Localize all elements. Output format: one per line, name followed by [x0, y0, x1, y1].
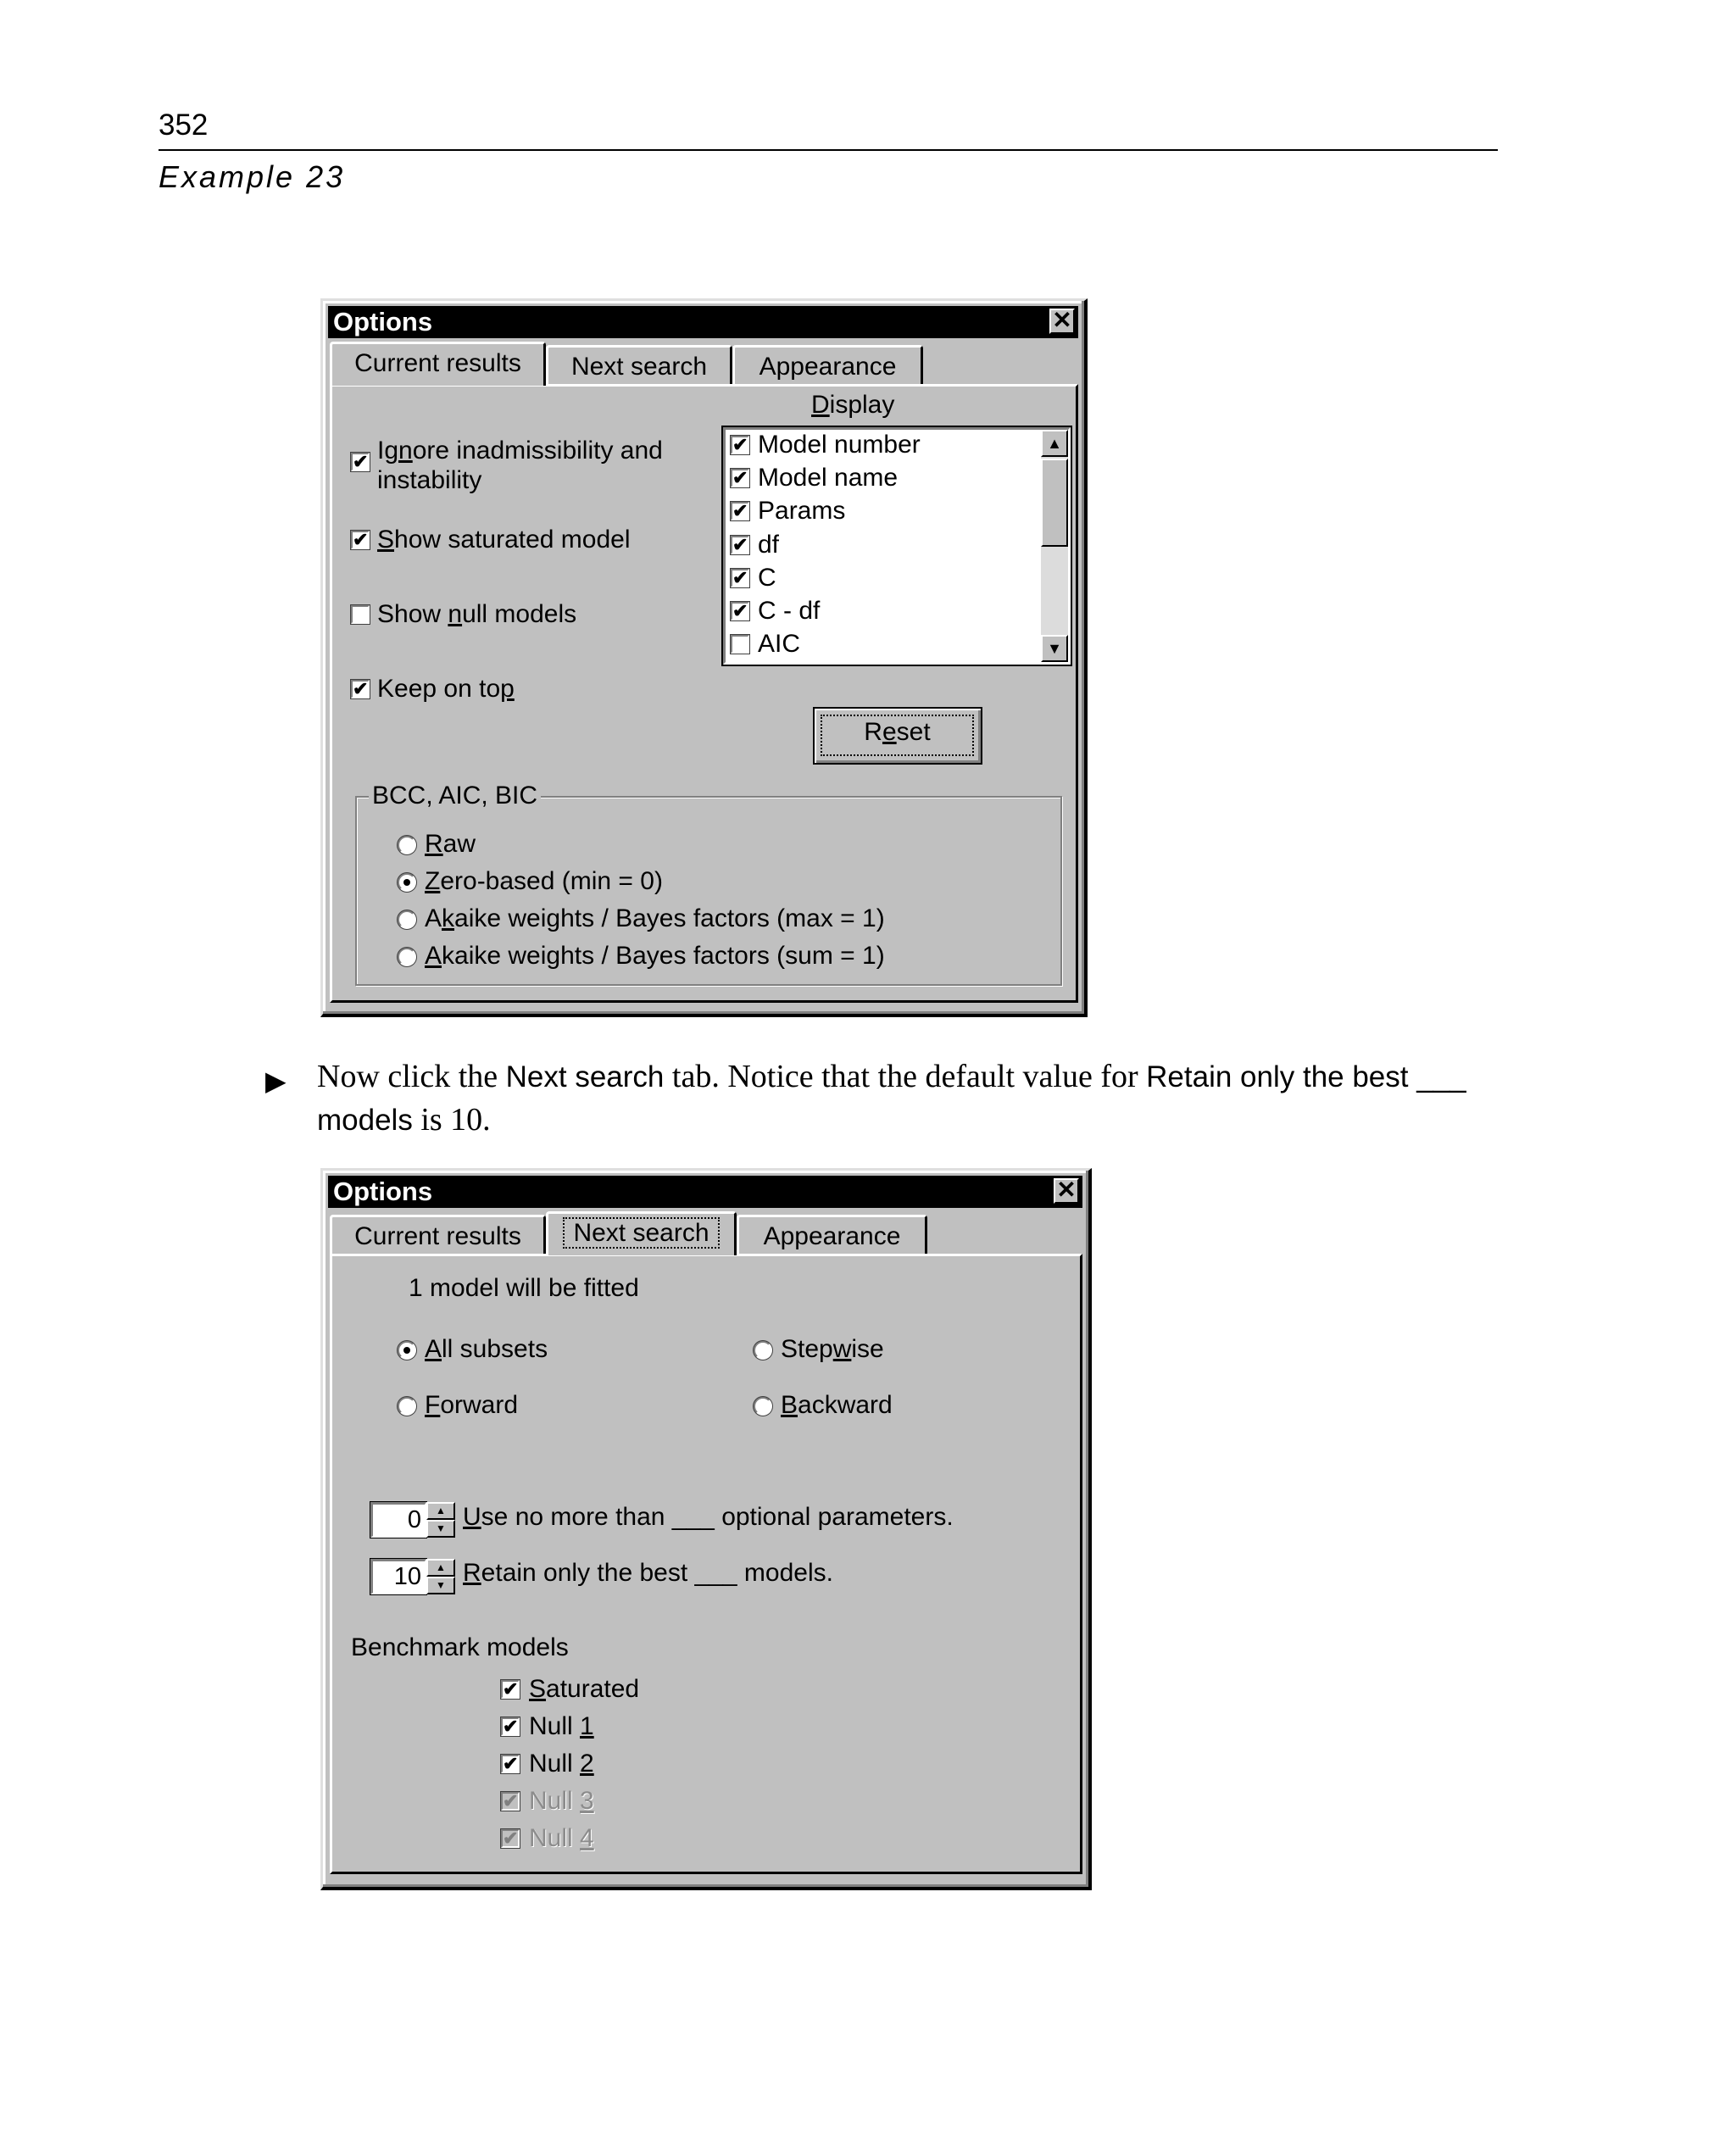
raw-radio[interactable] — [398, 836, 416, 854]
instruction-text: Now click the Next search tab. Notice that the default value for Retain only the best ___ models is 10. — [317, 1059, 1466, 1138]
stepper-up-icon[interactable]: ▲ — [426, 1502, 455, 1520]
akaike-sum-radio[interactable] — [398, 948, 416, 966]
display-label: Display — [811, 391, 895, 419]
null4-label: Null 4 — [529, 1824, 594, 1852]
dialog-titlebar — [328, 306, 1078, 338]
scrollbar[interactable] — [1041, 430, 1068, 662]
all-subsets-label: All subsets — [425, 1335, 548, 1363]
running-head: Example 23 — [159, 159, 346, 194]
close-icon[interactable]: ✕ — [1049, 309, 1075, 334]
checkbox[interactable] — [731, 635, 749, 654]
ignore-inadmissibility-label: Ignore inadmissibility and — [377, 437, 663, 465]
akaike-sum-label: Akaike weights / Bayes factors (sum = 1) — [425, 942, 885, 970]
tab-strip — [330, 345, 1076, 387]
null2-checkbox[interactable]: ✔ — [503, 1753, 519, 1774]
ignore-inadmissibility-checkbox[interactable]: ✔ — [353, 451, 369, 472]
backward-radio[interactable] — [754, 1397, 772, 1416]
close-icon[interactable]: ✕ — [1054, 1178, 1079, 1204]
show-saturated-model-label: Show saturated model — [377, 526, 631, 554]
tab-label: Current results — [354, 1222, 521, 1250]
max-parameters-stepper[interactable] — [426, 1502, 455, 1538]
show-null-models-checkbox[interactable] — [351, 605, 370, 624]
raw-label: Raw — [425, 830, 476, 858]
scroll-up-icon[interactable]: ▲ — [1041, 430, 1068, 457]
scroll-down-icon[interactable]: ▼ — [1041, 635, 1068, 662]
stepper-down-icon[interactable]: ▼ — [426, 1577, 455, 1594]
null1-label: Null 1 — [529, 1712, 594, 1740]
keep-on-top-checkbox[interactable]: ✔ — [353, 678, 369, 699]
tab-label: Appearance — [763, 1222, 901, 1250]
checkbox[interactable]: ✔ — [732, 567, 748, 588]
reset-button[interactable]: Reset — [813, 707, 982, 765]
akaike-max-label: Akaike weights / Bayes factors (max = 1) — [425, 904, 885, 932]
tab-appearance[interactable] — [732, 345, 923, 384]
tab-panel — [330, 384, 1078, 1003]
stepper-up-icon[interactable]: ▲ — [426, 1559, 455, 1577]
tab-next-search[interactable] — [546, 345, 732, 384]
group-title: BCC, AIC, BIC — [369, 782, 541, 810]
forward-radio[interactable] — [398, 1397, 416, 1416]
tab-current-results[interactable] — [330, 1215, 546, 1254]
scroll-thumb[interactable] — [1041, 459, 1068, 547]
checkbox[interactable]: ✔ — [732, 600, 748, 621]
saturated-checkbox[interactable]: ✔ — [503, 1678, 519, 1700]
tab-panel — [330, 1254, 1082, 1874]
max-parameters-label: Use no more than ___ optional parameters. — [463, 1503, 954, 1531]
checkbox[interactable]: ✔ — [732, 534, 748, 555]
max-parameters-field[interactable]: 0 — [370, 1502, 426, 1538]
ignore-inadmissibility-label-line2: instability — [377, 466, 482, 494]
null4-checkbox: ✔ — [503, 1828, 519, 1849]
retain-best-label: Retain only the best ___ models. — [463, 1559, 833, 1587]
stepwise-label: Stepwise — [781, 1335, 884, 1363]
keep-on-top-label: Keep on top — [377, 675, 515, 703]
page-number: 352 — [159, 108, 209, 142]
tab-label: Next search — [570, 353, 708, 381]
dialog-titlebar — [328, 1176, 1082, 1208]
options-dialog-current-results — [320, 298, 1088, 1017]
null3-label: Null 3 — [529, 1787, 594, 1815]
tab-label: Next search — [563, 1217, 719, 1249]
benchmark-models-label: Benchmark models — [351, 1633, 569, 1661]
header-rule — [159, 149, 1498, 151]
backward-label: Backward — [781, 1391, 893, 1419]
null3-checkbox: ✔ — [503, 1790, 519, 1811]
tab-label: Appearance — [759, 353, 897, 381]
tab-next-search[interactable] — [546, 1211, 737, 1255]
tab-strip — [330, 1215, 1080, 1257]
dialog-title: Options — [333, 307, 433, 337]
saturated-label: Saturated — [529, 1675, 640, 1703]
show-saturated-model-checkbox[interactable]: ✔ — [353, 529, 369, 550]
dialog-title: Options — [333, 1177, 433, 1206]
tab-appearance[interactable] — [737, 1215, 927, 1254]
null2-label: Null 2 — [529, 1750, 594, 1778]
tab-current-results[interactable] — [330, 342, 546, 386]
checkbox[interactable]: ✔ — [732, 500, 748, 521]
null1-checkbox[interactable]: ✔ — [503, 1716, 519, 1737]
akaike-max-radio[interactable] — [398, 910, 416, 929]
retain-best-stepper[interactable] — [426, 1559, 455, 1594]
all-subsets-radio[interactable] — [398, 1341, 416, 1360]
checkbox[interactable]: ✔ — [732, 467, 748, 488]
options-dialog-next-search — [320, 1168, 1092, 1890]
zero-based-radio[interactable] — [398, 873, 416, 892]
bullet-marker: ▶ — [265, 1066, 287, 1096]
display-listbox[interactable]: ✔ Model number ✔ Model name ✔ Params ✔ df ✔ C ✔ C - df AIC ▲ ▼ — [723, 427, 1071, 665]
show-null-models-label: Show null models — [377, 600, 577, 628]
stepwise-radio[interactable] — [754, 1341, 772, 1360]
checkbox[interactable]: ✔ — [732, 434, 748, 455]
stepper-down-icon[interactable]: ▼ — [426, 1520, 455, 1538]
zero-based-label: Zero-based (min = 0) — [425, 867, 663, 895]
tab-label: Current results — [354, 349, 521, 377]
models-fitted-status: 1 model will be fitted — [409, 1274, 639, 1302]
forward-label: Forward — [425, 1391, 519, 1419]
retain-best-field[interactable]: 10 — [370, 1559, 426, 1594]
